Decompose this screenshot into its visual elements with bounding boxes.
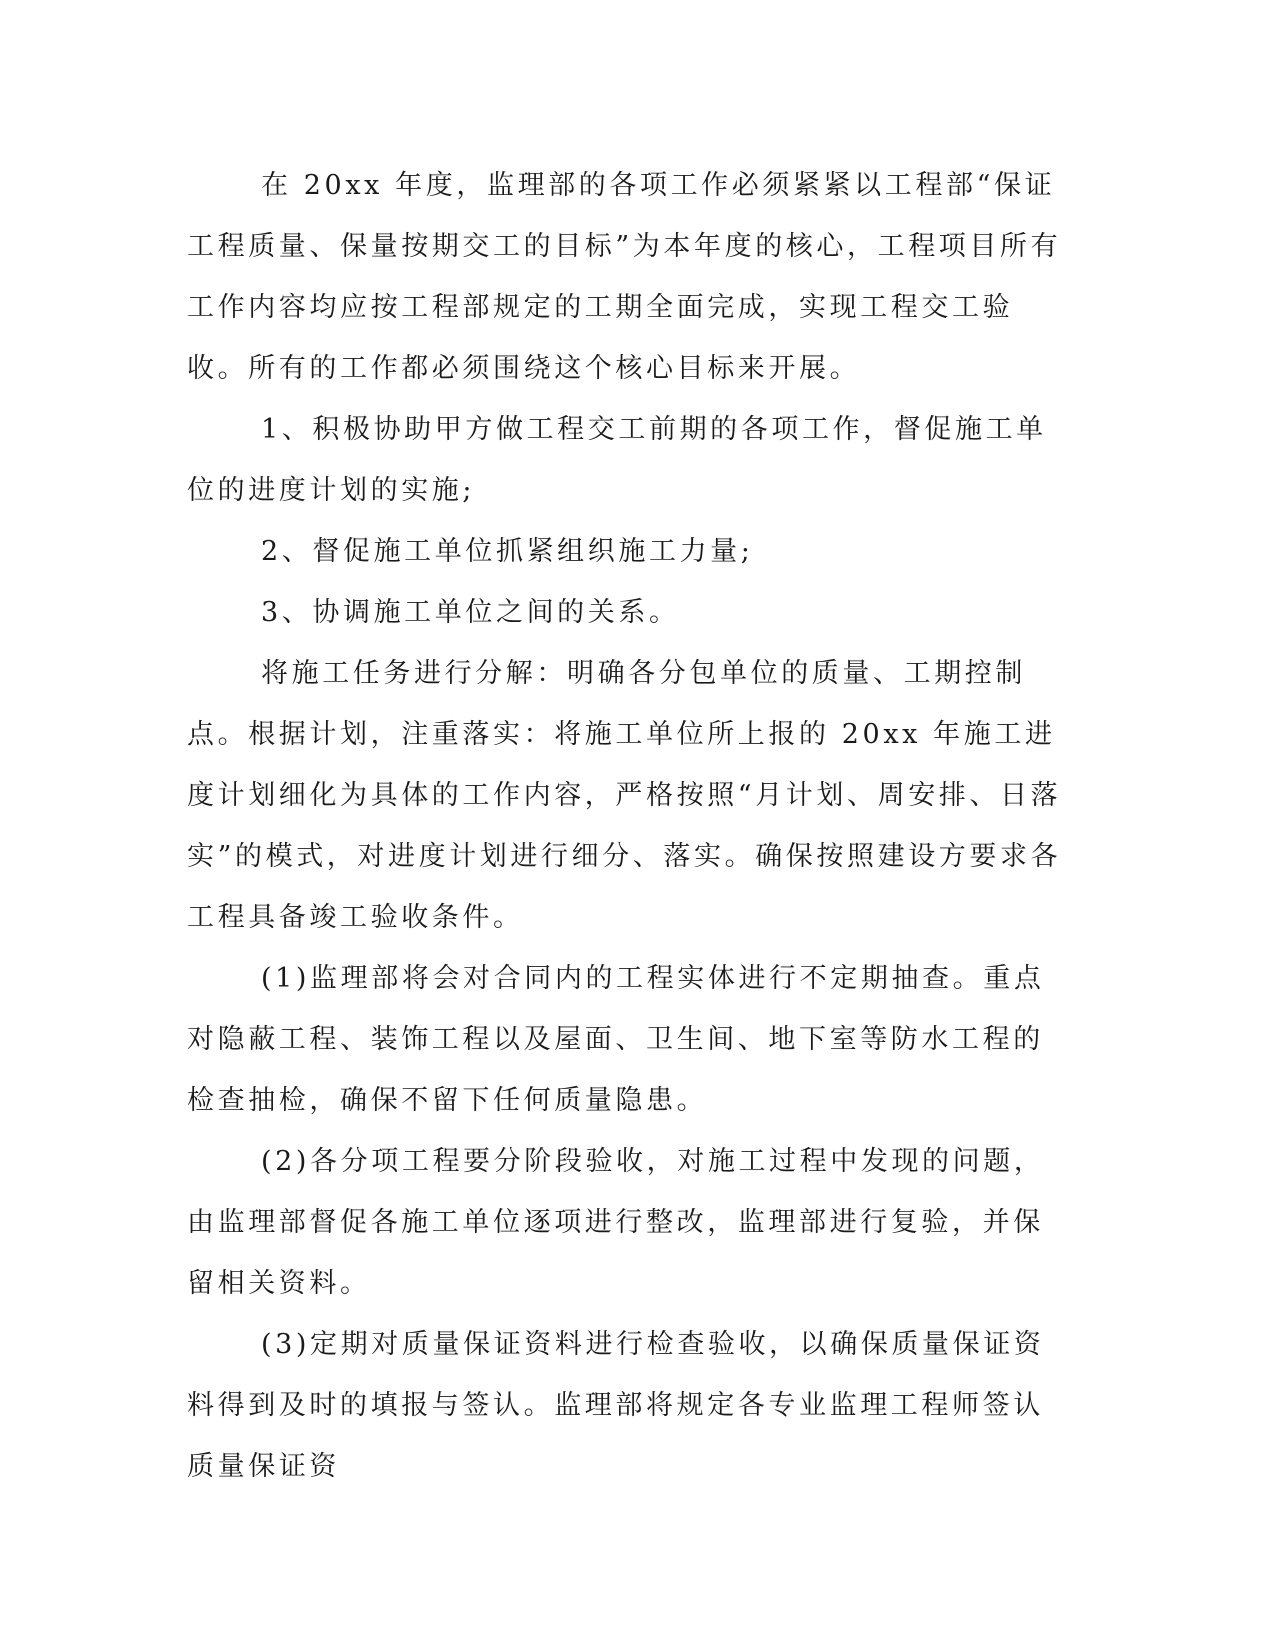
paragraph-point-3: (3)定期对质量保证资料进行检查验收，以确保质量保证资料得到及时的填报与签认。监理部将规定各专业监理工程师签认质量保证资 (187, 1329, 1045, 1482)
document-body (187, 155, 1067, 1497)
paragraph-item-2: 2、督促施工单位抓紧组织施工力量; (261, 536, 754, 567)
paragraph-point-1: (1)监理部将会对合同内的工程实体进行不定期抽查。重点对隐蔽工程、装饰工程以及屋面、卫生间、地下室等防水工程的检查抽检，确保不留下任何质量隐患。 (187, 963, 1045, 1116)
paragraph-item-3: 3、协调施工单位之间的关系。 (261, 597, 680, 628)
paragraph-point-2: (2)各分项工程要分阶段验收，对施工过程中发现的问题，由监理部督促各施工单位逐项进行整改，监理部进行复验，并保留相关资料。 (187, 1146, 1045, 1299)
paragraph-annual-goal: 在 20xx 年度，监理部的各项工作必须紧紧以工程部“保证工程质量、保量按期交工的目标”为本年度的核心，工程项目所有工作内容均应按工程部规定的工期全面完成，实现工程交工验收。所有的工作都必须围绕这个核心目标来开展。 (187, 170, 1062, 384)
paragraph-item-1: 1、积极协助甲方做工程交工前期的各项工作，督促施工单位的进度计划的实施; (187, 414, 1047, 506)
paragraph-task-breakdown: 将施工任务进行分解：明确各分包单位的质量、工期控制点。根据计划，注重落实：将施工单位所上报的 20xx 年施工进度计划细化为具体的工作内容，严格按照“月计划、周安排、日落实”的模式，对进度计划进行细分、落实。确保按照建设方要求各工程具备竣工验收条件。 (187, 658, 1062, 933)
